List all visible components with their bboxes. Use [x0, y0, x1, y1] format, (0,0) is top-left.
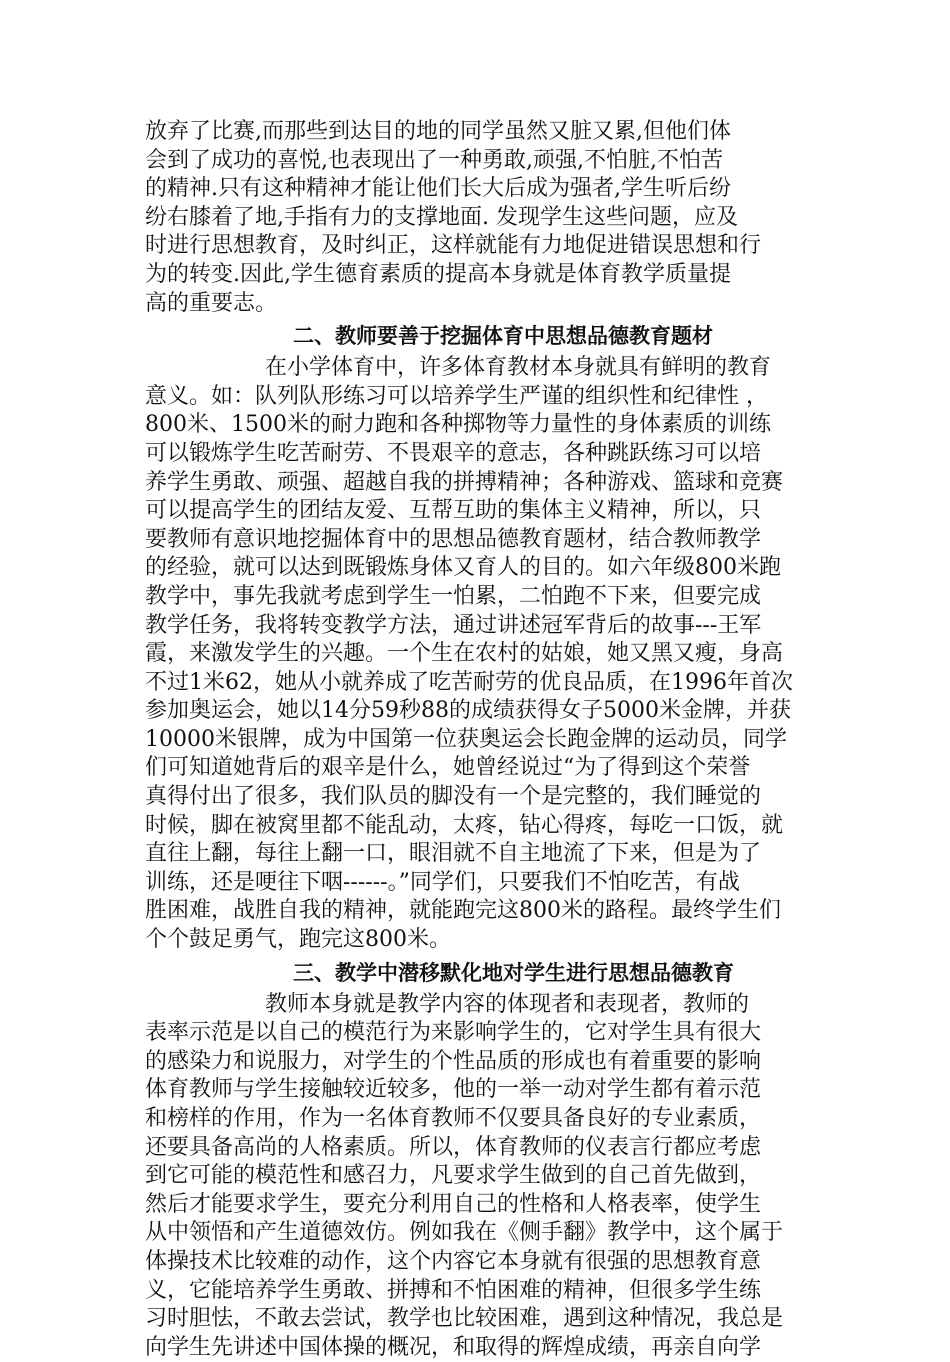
text-line: 意义。如：队列队形练习可以培养学生严谨的组织性和纪律性 ，: [145, 383, 768, 409]
section-heading: 三、教学中潜移默化地对学生进行思想品德教育: [293, 960, 734, 985]
text-line: 然后才能要求学生，要充分利用自己的性格和人格表率，使学生: [145, 1191, 762, 1217]
text-line: 表率示范是以自己的模范行为来影响学生的，它对学生具有很大: [145, 1020, 762, 1046]
text-line: 训练，还是哽往下咽------。”同学们，只要我们不怕吃苦，有战: [145, 869, 740, 895]
section-three: [145, 958, 810, 1362]
text-line: 教学任务，我将转变教学方法，通过讲述冠军背后的故事---王军: [145, 612, 762, 638]
text-line: 教师本身就是教学内容的体现者和表现者，教师的: [265, 991, 750, 1017]
section-two: [145, 321, 810, 954]
text-line: 养学生勇敢、顽强、超越自我的拼搏精神；各种游戏、篮球和竞赛: [145, 469, 784, 495]
text-line: 还要具备高尚的人格素质。所以，体育教师的仪表言行都应考虑: [145, 1134, 762, 1160]
text-line: 到它可能的模范性和感召力，凡要求学生做到的自己首先做到，: [145, 1163, 762, 1189]
text-line: 时候，脚在被窝里都不能乱动，太疼，钻心得疼，每吃一口饭，就: [145, 812, 784, 838]
text-line: 个个鼓足勇气，跑完这800米。: [145, 927, 451, 953]
text-line: 可以提高学生的团结友爱、互帮互助的集体主义精神，所以，只: [145, 498, 762, 524]
text-line: 的精神.只有这种精神才能让他们长大后成为强者,学生听后纷: [145, 176, 731, 202]
text-line: 教学中，事先我就考虑到学生一怕累，二怕跑不下来，但要完成: [145, 583, 762, 609]
text-line: 800米、1500米的耐力跑和各种掷物等力量性的身体素质的训练: [145, 412, 771, 438]
text-line: 为的转变.因此,学生德育素质的提高本身就是体育教学质量提: [145, 261, 731, 287]
text-line: 可以锻炼学生吃苦耐劳、不畏艰辛的意志，各种跳跃练习可以培: [145, 440, 762, 466]
text-line: 的经验，就可以达到既锻炼身体又育人的目的。如六年级800米跑: [145, 555, 781, 581]
text-line: 直往上翻，每往上翻一口，眼泪就不自主地流了下来，但是为了: [145, 841, 762, 867]
text-line: 向学生先讲述中国体操的概况，和取得的辉煌成绩，再亲自向学: [145, 1334, 762, 1360]
section-heading: 二、教师要善于挖掘体育中思想品德教育题材: [293, 324, 713, 349]
document-page: [145, 118, 810, 1362]
text-line: 义，它能培养学生勇敢、拼搏和不怕困难的精神，但很多学生练: [145, 1277, 762, 1303]
text-line: 会到了成功的喜悦,也表现出了一种勇敢,顽强,不怕脏,不怕苦: [145, 147, 723, 173]
text-line: 参加奥运会，她以14分59秒88的成绩获得女子5000米金牌，并获: [145, 698, 791, 724]
text-line: 习时胆怯，不敢去尝试，教学也比较困难，遇到这种情况，我总是: [145, 1306, 784, 1332]
text-line: 真得付出了很多，我们队员的脚没有一个是完整的，我们睡觉的: [145, 784, 762, 810]
paragraph-continuation: [145, 118, 810, 318]
text-line: 10000米银牌，成为中国第一位获奥运会长跑金牌的运动员，同学: [145, 726, 787, 752]
text-line: 在小学体育中，许多体育教材本身就具有鲜明的教育: [265, 355, 772, 381]
text-line: 们可知道她背后的艰辛是什么，她曾经说过“为了得到这个荣誉: [145, 755, 751, 781]
text-line: 体操技术比较难的动作，这个内容它本身就有很强的思想教育意: [145, 1248, 762, 1274]
text-line: 放弃了比赛,而那些到达目的地的同学虽然又脏又累,但他们体: [145, 119, 731, 144]
text-line: 霞，来激发学生的兴趣。一个生在农村的姑娘，她又黑又瘦，身高: [145, 641, 784, 667]
text-line: 时进行思想教育，及时纠正，这样就能有力地促进错误思想和行: [145, 233, 762, 259]
text-line: 和榜样的作用，作为一名体育教师不仅要具备良好的专业素质，: [145, 1106, 762, 1131]
text-line: 体育教师与学生接触较近较多，他的一举一动对学生都有着示范: [145, 1077, 762, 1103]
text-line: 胜困难，战胜自我的精神，就能跑完这800米的路程。最终学生们: [145, 898, 781, 924]
text-line: 从中领悟和产生道德效仿。例如我在《侧手翻》教学中，这个属于: [145, 1220, 784, 1246]
text-line: 要教师有意识地挖掘体育中的思想品德教育题材，结合教师教学: [145, 526, 762, 552]
text-line: 的感染力和说服力，对学生的个性品质的形成也有着重要的影响: [145, 1048, 762, 1074]
text-line: 高的重要志。: [145, 290, 278, 316]
text-line: 不过1米62，她从小就养成了吃苦耐劳的优良品质，在1996年首次: [145, 669, 793, 695]
text-line: 纷右膝着了地,手指有力的支撑地面. 发现学生这些问题，应及: [145, 204, 738, 230]
